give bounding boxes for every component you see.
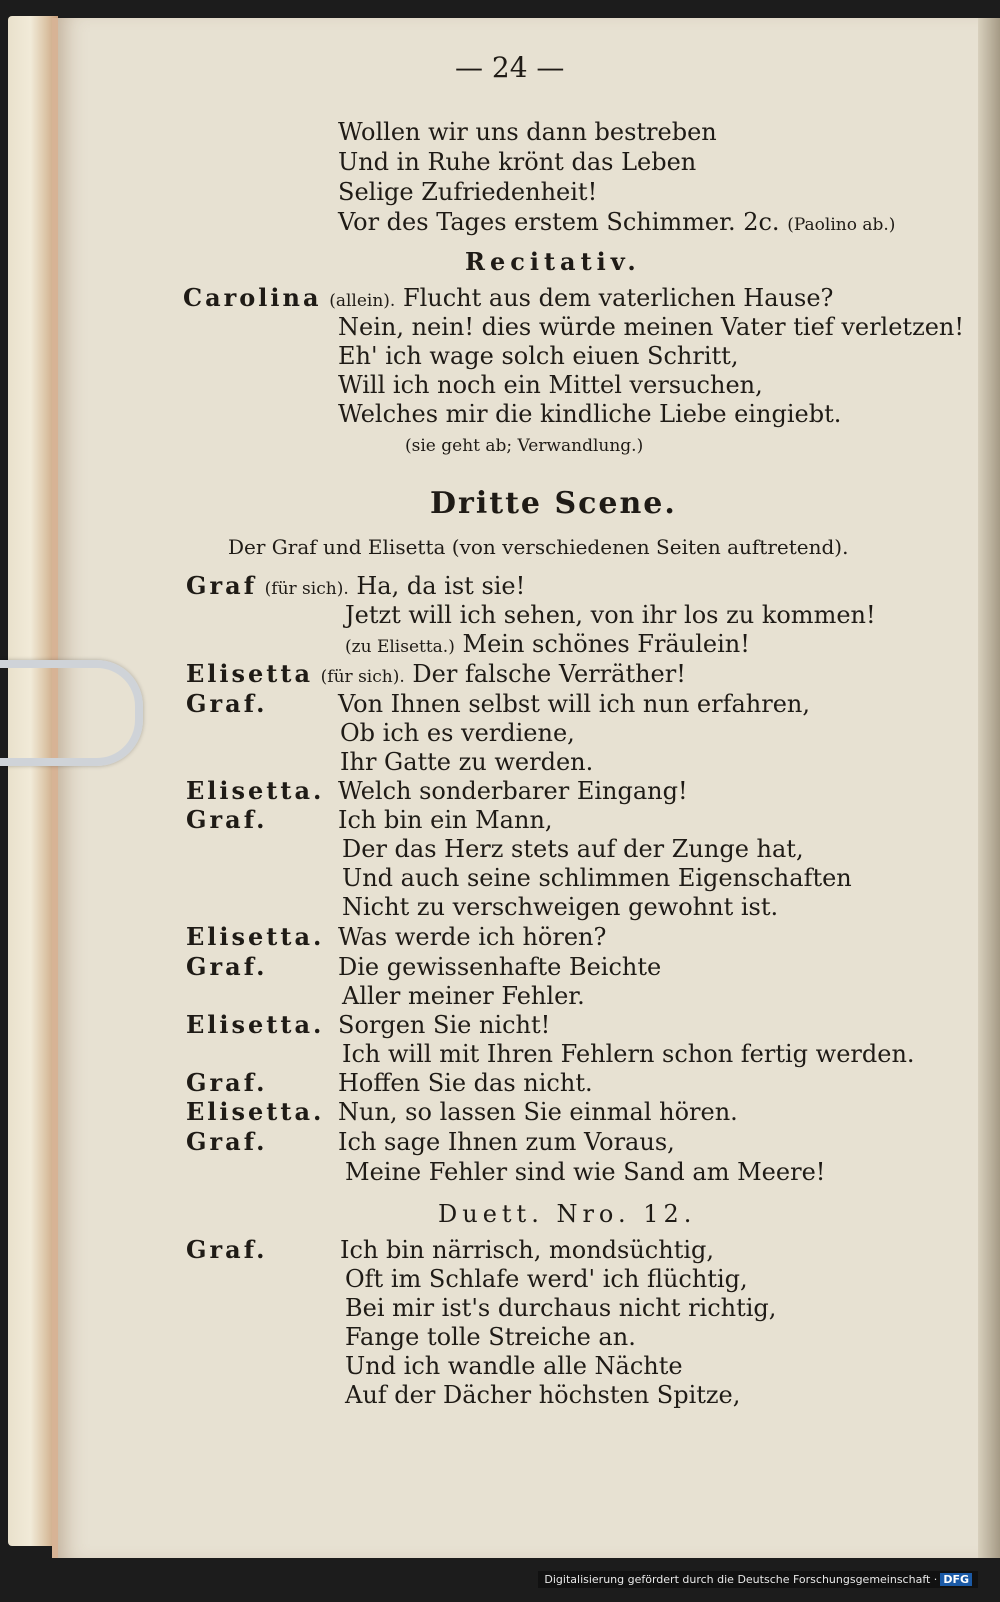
text-line: Will ich noch ein Mittel versuchen, <box>338 371 763 399</box>
speaker-name: Graf. <box>186 952 268 981</box>
text-line: Von Ihnen selbst will ich nun erfahren, <box>338 690 810 718</box>
text-line: Wollen wir uns dann bestreben <box>338 118 717 146</box>
speaker-name: Carolina <box>183 283 322 312</box>
text-line: Nein, nein! dies würde meinen Vater tief verletzen! <box>338 313 965 341</box>
book-page-edges <box>8 16 58 1546</box>
text-line <box>345 630 750 661</box>
stage-direction: (sie geht ab; Verwandlung.) <box>405 436 644 456</box>
text-line: Was werde ich hören? <box>338 923 607 951</box>
speaker-name: Elisetta. <box>186 922 325 951</box>
section-heading-recitativ: Recitativ. <box>465 247 641 276</box>
credit-text: Digitalisierung gefördert durch die Deutsche Forschungsgemeinschaft · <box>544 1573 938 1586</box>
text-line: Auf der Dächer höchsten Spitze, <box>345 1381 741 1409</box>
text-line: Selige Zufriedenheit! <box>338 178 598 206</box>
speaker-name: Elisetta. <box>186 776 325 805</box>
digitization-credit <box>538 1571 978 1588</box>
verse-text: Vor des Tages erstem Schimmer. 2c. <box>338 208 780 236</box>
text-line: Ich sage Ihnen zum Voraus, <box>338 1128 675 1156</box>
verse-text: Ha, da ist sie! <box>356 572 526 600</box>
speaker-name: Elisetta. <box>186 1010 325 1039</box>
page-right-edge <box>978 18 1000 1558</box>
speaker-line <box>186 572 525 603</box>
scene-heading: Dritte Scene. <box>430 486 677 521</box>
text-line: Und auch seine schlimmen Eigenschaften <box>342 864 852 892</box>
text-line: Fange tolle Streiche an. <box>345 1323 636 1351</box>
dfg-logo: DFG <box>940 1573 972 1586</box>
speaker-line <box>183 284 833 315</box>
speaker-name: Graf. <box>186 805 268 834</box>
scene-description: Der Graf und Elisetta (von verschiedenen Seiten auftretend). <box>228 535 849 559</box>
stage-direction: (für sich). <box>320 667 405 687</box>
section-heading-duett: Duett. Nro. 12. <box>438 1200 697 1228</box>
speaker-name: Graf. <box>186 1235 268 1264</box>
text-line: Der das Herz stets auf der Zunge hat, <box>342 835 804 863</box>
text-line: Ich bin närrisch, mondsüchtig, <box>340 1236 715 1264</box>
text-line: Nun, so lassen Sie einmal hören. <box>338 1098 738 1126</box>
text-line: Ich bin ein Mann, <box>338 806 553 834</box>
paper-clip <box>0 660 143 766</box>
speaker-line <box>186 660 686 691</box>
text-line: Welch sonderbarer Eingang! <box>338 777 688 805</box>
stage-direction: (allein). <box>329 291 396 311</box>
text-line: Sorgen Sie nicht! <box>338 1011 551 1039</box>
stage-direction: (für sich). <box>264 579 349 599</box>
text-line: Welches mir die kindliche Liebe eingiebt. <box>338 400 842 428</box>
text-line: Meine Fehler sind wie Sand am Meere! <box>345 1158 826 1186</box>
text-line: Die gewissenhafte Beichte <box>338 953 662 981</box>
speaker-name: Graf. <box>186 689 268 718</box>
speaker-name: Graf <box>186 571 258 600</box>
text-line: Oft im Schlafe werd' ich flüchtig, <box>345 1265 748 1293</box>
text-line: Eh' ich wage solch eiuen Schritt, <box>338 342 739 370</box>
verse-text: Der falsche Verräther! <box>412 660 686 688</box>
text-line: Und in Ruhe krönt das Leben <box>338 148 697 176</box>
speaker-name: Graf. <box>186 1127 268 1156</box>
verse-text: Mein schönes Fräulein! <box>462 630 750 658</box>
stage-direction: (zu Elisetta.) <box>345 637 455 657</box>
text-line: Aller meiner Fehler. <box>342 982 585 1010</box>
text-line: Bei mir ist's durchaus nicht richtig, <box>345 1294 777 1322</box>
text-line <box>338 208 895 239</box>
speaker-name: Graf. <box>186 1068 268 1097</box>
verse-text: Flucht aus dem vaterlichen Hause? <box>402 284 834 312</box>
text-line: Ihr Gatte zu werden. <box>340 748 594 776</box>
text-line: Hoffen Sie das nicht. <box>338 1069 593 1097</box>
text-line: Jetzt will ich sehen, von ihr los zu kommen! <box>345 601 876 629</box>
text-line: Ich will mit Ihren Fehlern schon fertig werden. <box>342 1040 915 1068</box>
text-line: Ob ich es verdiene, <box>340 719 575 747</box>
speaker-name: Elisetta. <box>186 1097 325 1126</box>
speaker-name: Elisetta <box>186 659 314 688</box>
text-line: Und ich wandle alle Nächte <box>345 1352 683 1380</box>
stage-direction: (Paolino ab.) <box>787 215 896 235</box>
text-line: Nicht zu verschweigen gewohnt ist. <box>342 893 779 921</box>
page-number: — 24 — <box>455 51 565 84</box>
